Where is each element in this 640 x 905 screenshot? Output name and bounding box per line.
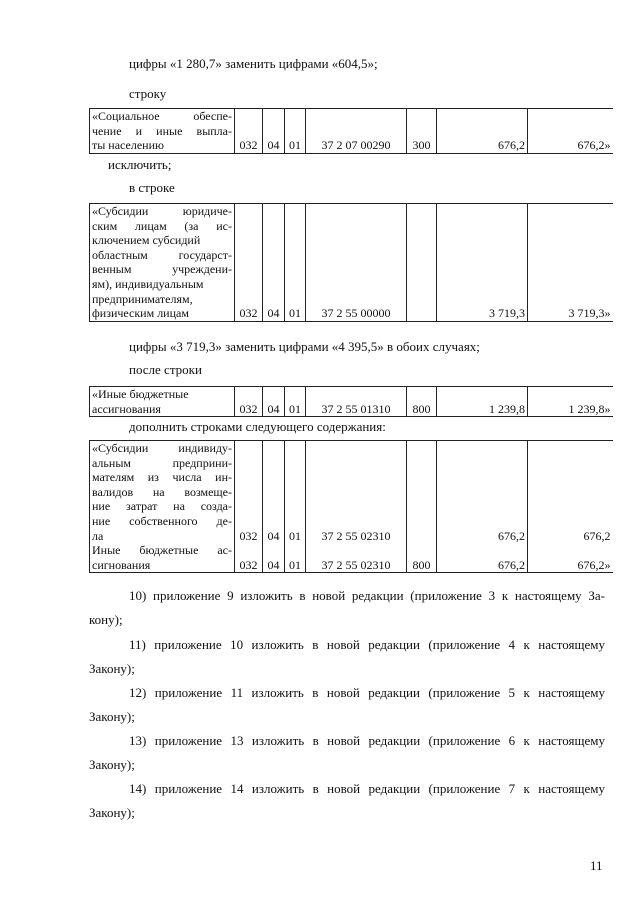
vr-code-cell: 800 — [407, 543, 437, 573]
gr-code-cell: 032 — [235, 109, 263, 154]
sum-year2-cell: 676,2» — [528, 543, 613, 573]
name-line: сигнования — [92, 557, 151, 572]
paragraph-line: Закону); — [89, 757, 135, 772]
pr-code-cell: 01 — [285, 387, 306, 417]
pr-code-cell: 01 — [285, 543, 306, 573]
paragraph-13 — [89, 733, 605, 773]
name-line: ние затрат на созда- — [92, 499, 232, 514]
name-line: ям), индивидуальным — [92, 276, 204, 291]
name-line: альным предприни- — [92, 455, 232, 470]
paragraph-12 — [89, 685, 605, 725]
table-row — [90, 387, 613, 417]
sum-year1-cell: 3 719,3 — [437, 204, 528, 322]
name-line: мателям из числа ин- — [92, 470, 232, 485]
sum-year2-cell: 3 719,3» — [528, 204, 613, 322]
table-subsidies-legal-entities — [89, 203, 613, 322]
gr-code-cell: 032 — [235, 441, 263, 544]
paragraph-line: кону); — [89, 612, 123, 627]
table-row — [90, 204, 613, 322]
gr-code-cell: 032 — [235, 387, 263, 417]
name-line: венным учреждени- — [92, 262, 232, 277]
intro-line-3: исключить; — [108, 157, 172, 172]
table-added-rows — [89, 440, 613, 573]
table-row — [90, 441, 613, 544]
row-name-cell — [90, 109, 235, 154]
paragraph-line: Закону); — [89, 709, 135, 724]
paragraph-line: 11) приложение 10 изложить в новой редакции (приложение 4 к настоящему — [129, 637, 605, 652]
name-line: ключением субсидий — [92, 233, 201, 248]
name-line: ассигнования — [92, 401, 161, 416]
intro-line-2: строку — [129, 86, 167, 101]
paragraph-14 — [89, 781, 605, 821]
name-line: «Субсидии юридиче- — [92, 204, 232, 218]
sum-year1-cell: 676,2 — [437, 543, 528, 573]
row-name-cell — [90, 441, 235, 544]
row-name-cell — [90, 543, 235, 573]
sum-year1-cell: 676,2 — [437, 441, 528, 544]
vr-code-cell: 300 — [407, 109, 437, 154]
gr-code-cell: 032 — [235, 204, 263, 322]
name-line: «Социальное обеспе- — [92, 109, 232, 123]
name-line: предпринимателям, — [92, 291, 193, 306]
page-number: 11 — [590, 858, 603, 873]
pr-code-cell: 01 — [285, 441, 306, 544]
rz-code-cell: 04 — [263, 543, 285, 573]
name-line: ла — [92, 528, 104, 543]
paragraph-line: Закону); — [89, 805, 135, 820]
sum-year1-cell: 676,2 — [437, 109, 528, 154]
name-line: областным государст- — [92, 247, 232, 262]
name-line: «Иные бюджетные — [92, 387, 189, 401]
name-line: Иные бюджетные ас- — [92, 543, 232, 558]
vr-code-cell: 800 — [407, 387, 437, 417]
rz-code-cell: 04 — [263, 109, 285, 154]
pr-code-cell: 01 — [285, 109, 306, 154]
rz-code-cell: 04 — [263, 387, 285, 417]
sum-year2-cell: 676,2» — [528, 109, 613, 154]
name-line: ние собственного де- — [92, 513, 232, 528]
vr-code-cell — [407, 441, 437, 544]
csr-code-cell: 37 2 07 00290 — [306, 109, 407, 154]
sum-year1-cell: 1 239,8 — [437, 387, 528, 417]
sum-year2-cell: 1 239,8» — [528, 387, 613, 417]
row-name-cell — [90, 387, 235, 417]
name-line: чение и иные выпла- — [92, 123, 232, 138]
table-other-appropriations — [89, 386, 613, 417]
csr-code-cell: 37 2 55 02310 — [306, 441, 407, 544]
name-line: «Субсидии индивиду- — [92, 441, 232, 455]
intro-line-7: дополнить строками следующего содержания: — [129, 419, 386, 434]
intro-line-1: цифры «1 280,7» заменить цифрами «604,5»; — [129, 56, 378, 71]
table-row — [90, 543, 613, 573]
sum-year2-cell: 676,2 — [528, 441, 613, 544]
paragraph-line: 13) приложение 13 изложить в новой редакции (приложение 6 к настоящему — [129, 733, 605, 748]
rz-code-cell: 04 — [263, 204, 285, 322]
paragraph-line: 10) приложение 9 изложить в новой редакции (приложение 3 к настоящему За- — [129, 588, 605, 603]
paragraph-line: 14) приложение 14 изложить в новой редакции (приложение 7 к настоящему — [129, 781, 605, 796]
paragraph-line: Закону); — [89, 661, 135, 676]
intro-line-5: цифры «3 719,3» заменить цифрами «4 395,5» в обоих случаях; — [129, 339, 480, 354]
intro-line-6: после строки — [129, 362, 202, 377]
intro-line-4: в строке — [129, 180, 175, 195]
csr-code-cell: 37 2 55 02310 — [306, 543, 407, 573]
csr-code-cell: 37 2 55 01310 — [306, 387, 407, 417]
name-line: физическим лицам — [92, 306, 189, 321]
table-social-benefits — [89, 108, 613, 154]
table-row — [90, 109, 613, 154]
paragraph-line: 12) приложение 11 изложить в новой редакции (приложение 5 к настоящему — [129, 685, 605, 700]
paragraph-11 — [89, 637, 605, 677]
pr-code-cell: 01 — [285, 204, 306, 322]
paragraph-10 — [89, 588, 605, 628]
name-line: валидов на возмеще- — [92, 484, 232, 499]
gr-code-cell: 032 — [235, 543, 263, 573]
csr-code-cell: 37 2 55 00000 — [306, 204, 407, 322]
name-line: ты населению — [92, 138, 164, 153]
vr-code-cell — [407, 204, 437, 322]
rz-code-cell: 04 — [263, 441, 285, 544]
row-name-cell — [90, 204, 235, 322]
name-line: ским лицам (за ис- — [92, 218, 232, 233]
